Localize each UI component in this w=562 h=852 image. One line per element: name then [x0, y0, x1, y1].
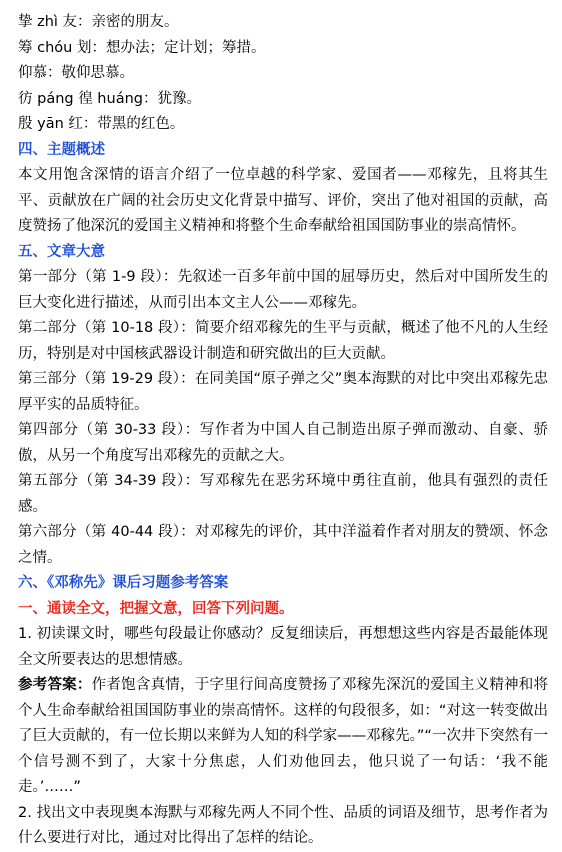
answer-1	[18, 673, 548, 801]
question-1: 1. 初读课文时，哪些句段最让你感动？反复细读后，再想想这些内容是否最能体现全文所要表达的思想情感。	[18, 626, 548, 668]
section-heading: 四、主题概述	[18, 141, 105, 158]
vocab-item: 挚 zhì 友：亲密的朋友。	[18, 14, 179, 30]
part-paragraph: 第五部分（第 34-39 段）：写邓稼先在恶劣环境中勇往直前，他具有强烈的责任感。	[18, 473, 548, 515]
part-paragraph: 第二部分（第 10-18 段）：简要介绍邓稼先的生平与贡献，概述了他不凡的人生经历，特别是对中国核武器设计制造和研究做出的巨大贡献。	[18, 320, 548, 362]
vocab-item: 殷 yān 红：带黑的红色。	[18, 116, 185, 132]
section-main-idea	[18, 240, 548, 572]
exercise-subheading: 一、通读全文，把握文意，回答下列问题。	[18, 600, 294, 617]
section-heading: 六、《邓称先》课后习题参考答案	[18, 575, 229, 591]
part-paragraph: 第一部分（第 1-9 段）：先叙述一百多年前中国的屈辱历史，然后对中国所发生的巨大变化进行描述，从而引出本文主人公——邓稼先。	[18, 269, 548, 311]
vocab-list	[18, 10, 548, 138]
part-paragraph: 第三部分（第 19-29 段）：在同美国“原子弹之父”奥本海默的对比中突出邓稼先忠厚平实的品质特征。	[18, 371, 548, 413]
vocab-item: 筹 chóu 划：想办法；定计划；筹措。	[18, 39, 266, 56]
vocab-item: 仰慕：敬仰思慕。	[18, 65, 134, 81]
section-exercise-answers	[18, 571, 548, 852]
answer-label: 参考答案：	[18, 677, 92, 693]
question-2: 2. 找出文中表现奥本海默与邓稼先两人不同个性、品质的词语及细节，思考作者为什么要进行对比，通过对比得出了怎样的结论。	[18, 804, 548, 846]
part-paragraph: 第六部分（第 40-44 段）：对邓稼先的评价，其中洋溢着作者对朋友的赞颂、怀念之情。	[18, 524, 548, 566]
answer-body: 作者饱含真情，于字里行间高度赞扬了邓稼先深沉的爱国主义精神和将个人生命奉献给祖国国防事业的崇高情怀。这样的句段很多，如：“对这一转变做出了巨大贡献的，有一位长期以来鲜为人知的科学家——邓稼先。”“一次井下突然有一个信号测不到了，大家十分焦虑，人们劝他回去，他只说了一句话：‘我不能走。’……”	[18, 677, 549, 795]
part-paragraph: 第四部分（第 30-33 段）：写作者为中国人自己制造出原子弹而激动、自豪、骄傲，从另一个角度写出邓稼先的贡献之大。	[18, 422, 548, 464]
theme-summary-text: 本文用饱含深情的语言介绍了一位卓越的科学家、爱国者——邓稼先，且将其生平、贡献放在广阔的社会历史文化背景中描写、评价，突出了他对祖国的贡献，高度赞扬了他深沉的爱国主义精神和将整个生命奉献给祖国国防事业的崇高情怀。	[18, 167, 548, 234]
vocab-item: 彷 páng 徨 huáng：犹豫。	[18, 90, 201, 107]
section-heading: 五、文章大意	[18, 243, 105, 260]
section-theme-summary	[18, 138, 548, 240]
